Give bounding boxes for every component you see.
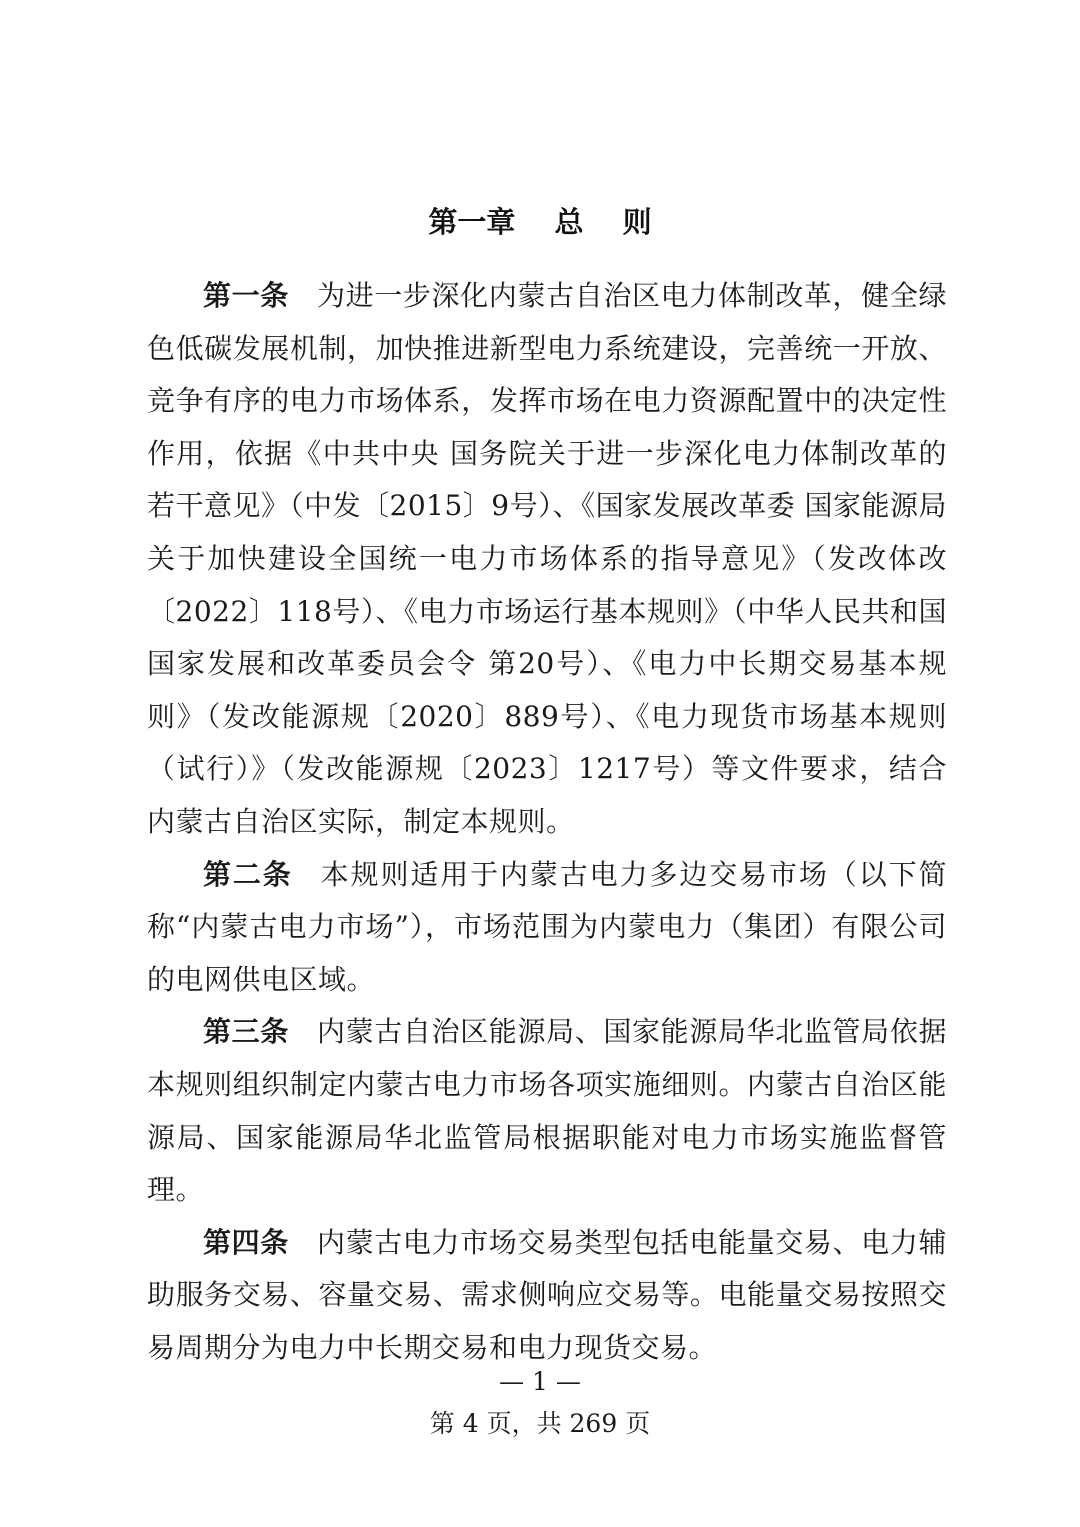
article-label: 第四条 xyxy=(203,1225,289,1259)
document-body xyxy=(147,270,947,1374)
article-text: 内蒙古自治区能源局、国家能源局华北监管局依据本规则组织制定内蒙古电力市场各项实施细则。内蒙古自治区能源局、国家能源局华北监管局根据职能对电力市场实施监督管理。 xyxy=(147,1015,947,1207)
article-4 xyxy=(147,1217,947,1375)
article-1 xyxy=(147,270,947,849)
article-2 xyxy=(147,849,947,1007)
chapter-title: 第一章 总 则 xyxy=(428,205,652,239)
article-label: 第二条 xyxy=(203,857,293,891)
page-count-info: 第 4 页，共 269 页 xyxy=(429,1409,651,1438)
article-text: 内蒙古电力市场交易类型包括电能量交易、电力辅助服务交易、容量交易、需求侧响应交易等。电能量交易按照交易周期分为电力中长期交易和电力现货交易。 xyxy=(147,1225,947,1364)
article-text: 本规则适用于内蒙古电力多边交易市场（以下简称“内蒙古电力市场”），市场范围为内蒙电力（集团）有限公司的电网供电区域。 xyxy=(147,857,947,996)
article-text: 为进一步深化内蒙古自治区电力体制改革，健全绿色低碳发展机制，加快推进新型电力系统建设，完善统一开放、竞争有序的电力市场体系，发挥市场在电力资源配置中的决定性作用，依据《中共中央 国务院关于进一步深化电力体制改革的若干意见》（中发〔2015〕9号）、《国家发展改革委 国家能源局关于加快建设全国统一电力市场体系的指导意见》（发改体改〔2022〕118号）、《电力市场运行基本规则》（中华人民共和国国家发展和改革委员会令 第20号）、《电力中长期交易基本规则》（发改能源规〔2020〕889号）、《电力现货市场基本规则（试行）》（发改能源规〔2023〕1217号）等文件要求，结合内蒙古自治区实际，制定本规则。 xyxy=(147,279,947,838)
article-label: 第三条 xyxy=(203,1015,289,1049)
article-3 xyxy=(147,1006,947,1216)
article-label: 第一条 xyxy=(203,279,289,312)
page-number: — 1 — xyxy=(499,1367,581,1396)
